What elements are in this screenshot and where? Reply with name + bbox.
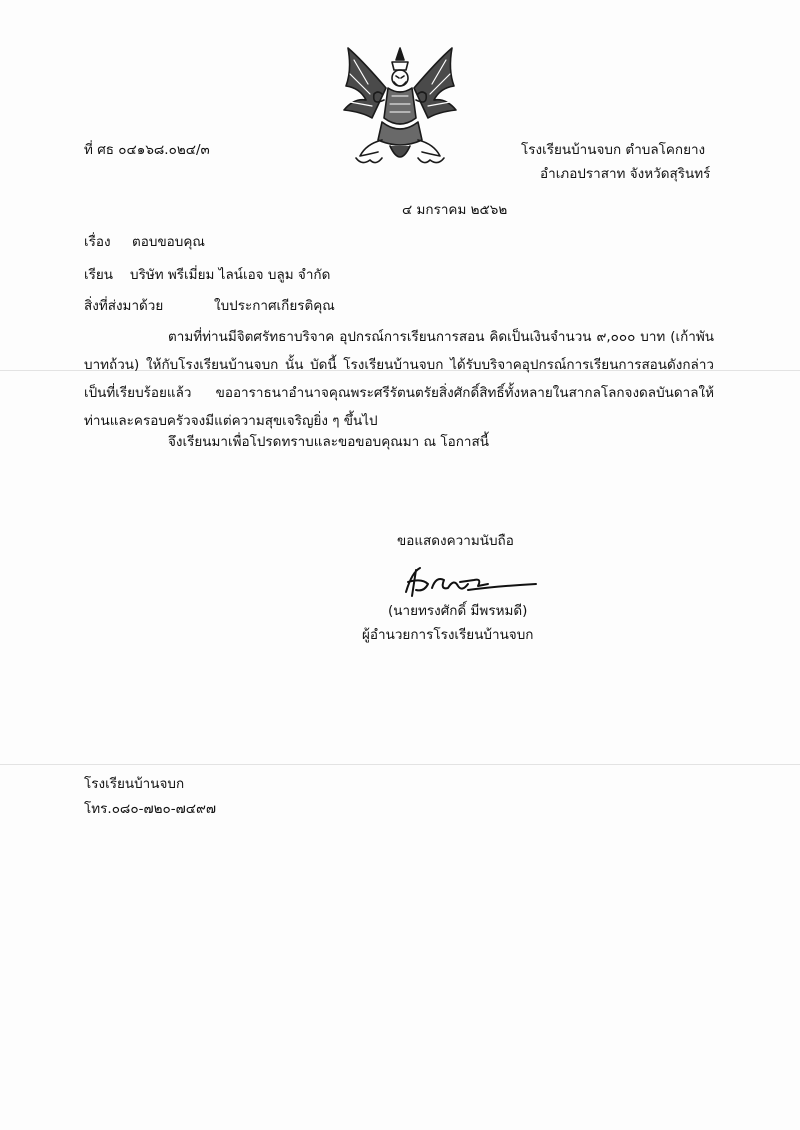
recipient-label: เรียน [84, 267, 114, 283]
subject-text: ตอบขอบคุณ [132, 234, 205, 250]
paper-fold-line [0, 764, 800, 765]
signatory-name: (นายทรงศักดิ์ มีพรหมดี) [388, 603, 528, 619]
enclosure-text: ใบประกาศเกียรติคุณ [214, 298, 335, 314]
footer-phone: โทร.๐๘๐-๗๒๐-๗๔๙๗ [84, 801, 217, 817]
sender-address-line1: โรงเรียนบ้านจบก ตำบลโคกยาง [521, 142, 706, 158]
letter-date: ๔ มกราคม ๒๕๖๒ [402, 202, 508, 218]
complimentary-close: ขอแสดงความนับถือ [397, 533, 514, 549]
footer-organization: โรงเรียนบ้านจบก [84, 776, 185, 792]
handwritten-signature [398, 562, 540, 604]
sender-address-line2: อำเภอปราสาท จังหวัดสุรินทร์ [540, 166, 711, 182]
enclosure-label: สิ่งที่ส่งมาด้วย [84, 298, 164, 314]
reference-number: ที่ ศธ ๐๔๑๖๘.๐๒๔/๓ [84, 142, 210, 158]
closing-paragraph: จึงเรียนมาเพื่อโปรดทราบและขอขอบคุณมา ณ โอกาสนี้ [168, 434, 489, 450]
recipient-text: บริษัท พรีเมี่ยม ไลน์เอจ บลูม จำกัด [130, 267, 331, 283]
signatory-title: ผู้อำนวยการโรงเรียนบ้านจบก [362, 627, 534, 643]
garuda-emblem-icon [332, 40, 468, 176]
subject-label: เรื่อง [84, 234, 111, 250]
body-paragraph: ตามที่ท่านมีจิตศรัทธาบริจาค อุปกรณ์การเรียนการสอน คิดเป็นเงินจำนวน ๙,๐๐๐ บาท (เก้าพันบาทถ้วน) ให้กับโรงเรียนบ้านจบก นั้น บัดนี้ โรงเรียนบ้านจบก ได้รับบริจาคอุปกรณ์การเรียนการสอนดังกล่าวเป็นที่เรียบร้อยแล้ว ขออาราธนาอำนาจคุณพระศรีรัตนตรัยสิ่งศักดิ์สิทธิ์ทั้งหลายในสากลโลกจงดลบันดาลให้ท่านและครอบครัวจงมีแต่ความสุขเจริญยิ่ง ๆ ขึ้นไป [84, 329, 714, 429]
